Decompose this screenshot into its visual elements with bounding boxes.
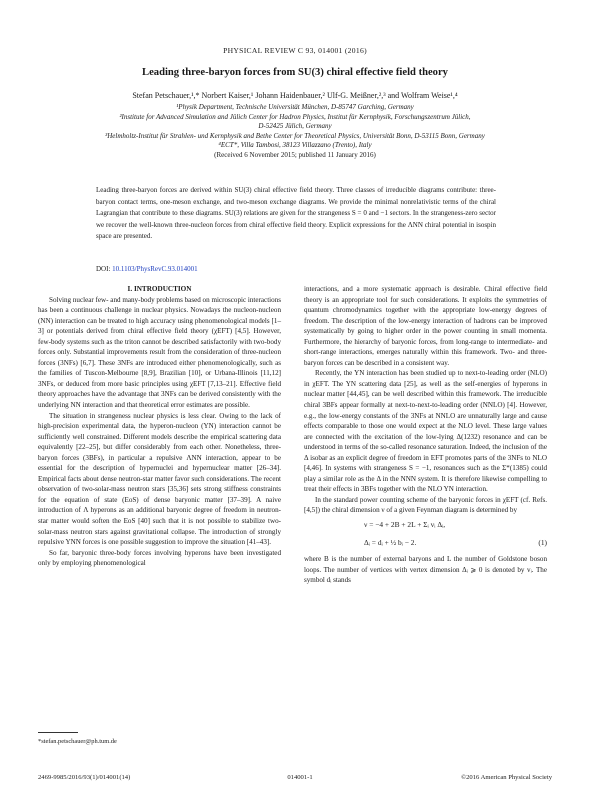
left-paragraph-2: The situation in strangeness nuclear physics is less clear. Owing to the lack of high-precision experimental data, the hyperon-nucleon (YN) interaction cannot be sufficiently well constrained. Different models describe the empirical scattering data equivalently [22–25], but differ considerably from each other. Nonetheless, three-baryon forces (3BFs), in particular a repulsive ΛNN interaction, appear to be essential for the description of hypernuclei and hypernuclear matter [26–34]. Empirical facts about dense neutron-star matter favor such considerations. The recent observation of two-solar-mass neutron stars [35,36] sets strong stiffness constraints for the equation of state (EoS) of dense baryonic matter [37–39]. A naive introduction of Λ hyperons as an additional baryonic degree of freedom in neutron-star matter would soften the EoS [40] such that it is not possible to stabilize two-solar-mass neutron stars against gravitational collapse. The introduction of strongly repulsive YNN forces is one possible suggestion to improve the situation [41–43]. (38, 411, 281, 547)
equation-chiral-dimension (304, 520, 547, 534)
footer-page-number: 014001-1 (287, 774, 313, 781)
equation-number: (1) (538, 538, 547, 548)
left-column (38, 284, 281, 569)
corresponding-author-email: *stefan.petschauer@ph.tum.de (38, 738, 117, 745)
left-paragraph-1: Solving nuclear few- and many-body problems based on microscopic interactions has been a continuous challenge in nuclear physics. Nowadays the nucleon-nucleon (NN) interaction can be treated to high accuracy using phenomenological models [1–3] or potentials derived from chiral effective field theory (χEFT) [4,5]. However, few-body systems such as the triton cannot be described satisfactorily with two-body forces only. Substantial improvements result from the consideration of three-nucleon forces (3NFs) [6,7]. These 3NFs are introduced either phenomenologically, such as the families of Tuscon-Melbourne [8,9], Brazilian [10], or Urbana-Illinois [11,12] 3NFs, or deduced from more basic principles using χEFT [7,13–21]. Effective field theory approaches have the advantage that 3NFs can be derived consistently with the underlying NN interaction and that theoretical error estimates are possible. (38, 295, 281, 410)
equation-a: ν = −4 + 2B + 2L + Σᵢ vᵢ Δᵢ, (364, 520, 446, 530)
left-paragraph-3: So far, baryonic three-body forces involving hyperons have been investigated only by employing phenomenological (38, 548, 281, 568)
footnote-rule (38, 732, 78, 733)
footer-copyright: ©2016 American Physical Society (461, 774, 552, 781)
affiliation-2-cont: D-52425 Jülich, Germany (258, 122, 332, 131)
author-list: Stefan Petschauer,¹,* Norbert Kaiser,¹ Johann Haidenbauer,² Ulf-G. Meißner,²,³ and Wolfram Weise¹,⁴ (132, 91, 458, 100)
equation-vertex-dimension (304, 538, 547, 552)
doi-link[interactable]: 10.1103/PhysRevC.93.014001 (112, 265, 198, 273)
affiliation-1: ¹Physik Department, Technische Universität München, D-85747 Garching, Germany (176, 103, 414, 111)
doi-label: DOI: (96, 265, 111, 273)
affiliation-3: ³Helmholtz-Institut für Strahlen- und Kernphysik and Bethe Center for Theoretical Physics, Universität Bonn, D-53115 Bonn, Germany (105, 131, 485, 140)
section-heading: I. INTRODUCTION (127, 285, 192, 293)
journal-header: PHYSICAL REVIEW C 93, 014001 (2016) (223, 46, 367, 55)
footer-issn: 2469-9985/2016/93(1)/014001(14) (38, 774, 131, 781)
right-paragraph-4: where B is the number of external baryons and L the number of Goldstone boson loops. The number of vertices with vertex dimension Δᵢ ⩾ 0 is denoted by vᵢ. The symbol dᵢ stands (304, 555, 547, 585)
abstract: Leading three-baryon forces are derived within SU(3) chiral effective field theory. Three classes of irreducible diagrams contribute: three-baryon contact terms, one-meson exchange, and two-meson exchange diagrams. We provide the minimal nonrelativistic terms of the chiral Lagrangian that contribute to these diagrams. SU(3) relations are given for the strangeness S = 0 and −1 sectors. In the strangeness-zero sector we recover the well-known three-nucleon forces from chiral effective field theory. Explicit expressions for the ΛNN chiral potential in isospin space are presented. (96, 186, 496, 240)
right-paragraph-1: interactions, and a more systematic approach is desirable. Chiral effective field theory is an appropriate tool for such considerations. It exploits the symmetries of quantum chromodynamics together with the appropriate low-energy degrees of freedom. The description of the low-energy interaction of hadrons can be improved systematically by going to higher order in the power counting in small momenta. Furthermore, the hierarchy of baryonic forces, from long-range to intermediate- and short-range interactions, emerges naturally within this framework. Two- and three-baryon forces can be described in a consistent way. (304, 285, 547, 367)
paper-title: Leading three-baryon forces from SU(3) chiral effective field theory (142, 67, 448, 78)
affiliation-2: ²Institute for Advanced Simulation and Jülich Center for Hadron Physics, Institut für Kernphysik, Forschungszentrum Jülich, (119, 112, 471, 121)
equation-b: Δᵢ = dᵢ + ½ bᵢ − 2. (364, 538, 417, 548)
doi-line (96, 265, 198, 273)
received-dates: (Received 6 November 2015; published 11 January 2016) (214, 150, 376, 159)
right-column (304, 284, 547, 586)
right-paragraph-3: In the standard power counting scheme of the baryonic forces in χEFT (cf. Refs. [4,5]) the chiral dimension ν of a given Feynman diagram is determined by (304, 495, 547, 515)
right-paragraph-2: Recently, the YN interaction has been studied up to next-to-leading order (NLO) in χEFT. The YN scattering data [25], as well as the self-energies of hyperons in nuclear matter [44,45], can be well described within this framework. The irreducible chiral 3BFs appear formally at next-to-next-to-leading order (NNLO) [4]. However, e.g., the low-energy constants of the 3NFs at NNLO are unnaturally large and cause effects comparable to those one would expect at the NLO level. These large values are connected with the excitation of the low-lying Δ(1232) resonance and can be understood in terms of the so-called resonance saturation. Indeed, the inclusion of the Δ isobar as an explicit degree of freedom in EFT promotes parts of the 3NFs to NLO [4,46]. In systems with strangeness S = −1, resonances such as the Σ*(1385) could play a similar role as the Δ in the NNN system. It is therefore likewise compelling to treat their effects in 3BFs together with the NLO YN interaction. (304, 369, 547, 494)
affiliation-4: ⁴ECT*, Villa Tambosi, 38123 Villazzano (Trento), Italy (218, 141, 372, 150)
affiliation-block (0, 103, 590, 161)
